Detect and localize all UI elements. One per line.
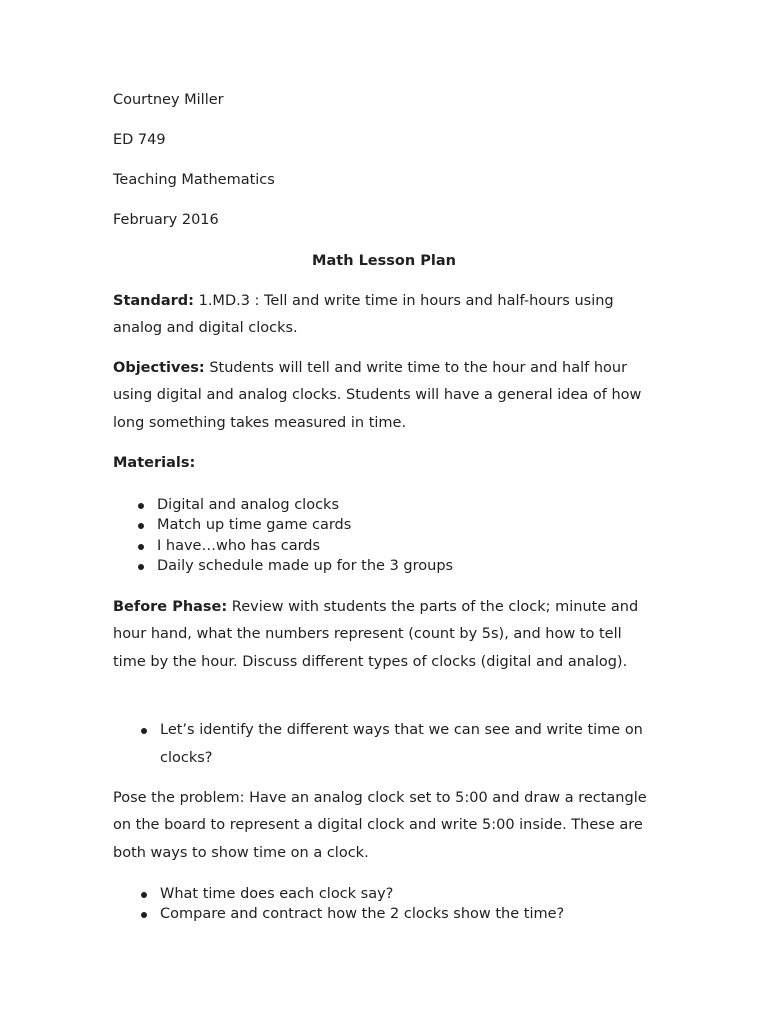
objectives-text: Students will tell and write time to the hour and half hour using digital and analog clocks. Students will have a general idea of how long something takes measured in time. (113, 360, 642, 431)
list-item: Daily schedule made up for the 3 groups (133, 556, 453, 576)
list-item: Digital and analog clocks (133, 495, 453, 515)
standard-section (113, 288, 658, 343)
before-phase-text: Review with students the parts of the clock; minute and hour hand, what the numbers represent (count by 5s), and how to tell time by the hour. Discuss different types of clocks (digital and analog). (113, 599, 639, 670)
materials-list (133, 495, 453, 576)
pose-problem-section: Pose the problem: Have an analog clock set to 5:00 and draw a rectangle on the board to represent a digital clock and write 5:00 inside. These are both ways to show time on a clock. (113, 790, 647, 861)
list-item: Match up time game cards (133, 515, 453, 535)
course-code: ED 749 (113, 132, 166, 148)
list-item: Compare and contract how the 2 clocks show the time? (136, 904, 564, 924)
document-date: February 2016 (113, 212, 219, 228)
objectives-label: Objectives: (113, 360, 205, 376)
course-subject: Teaching Mathematics (113, 172, 275, 188)
objectives-section (113, 355, 658, 437)
list-item: I have…who has cards (133, 536, 453, 556)
standard-text: 1.MD.3 : Tell and write time in hours and half-hours using analog and digital clocks. (113, 293, 614, 337)
standard-label: Standard: (113, 293, 194, 309)
list-item: Let’s identify the different ways that we can see and write time on clocks? (136, 717, 656, 772)
list-item: What time does each clock say? (136, 884, 564, 904)
pose-problem-questions (136, 884, 564, 925)
before-phase-questions (136, 717, 656, 772)
before-phase-section (113, 594, 658, 676)
document-title: Math Lesson Plan (312, 253, 456, 269)
author-name: Courtney Miller (113, 92, 224, 108)
before-phase-label: Before Phase: (113, 599, 228, 615)
materials-label: Materials: (113, 455, 196, 471)
